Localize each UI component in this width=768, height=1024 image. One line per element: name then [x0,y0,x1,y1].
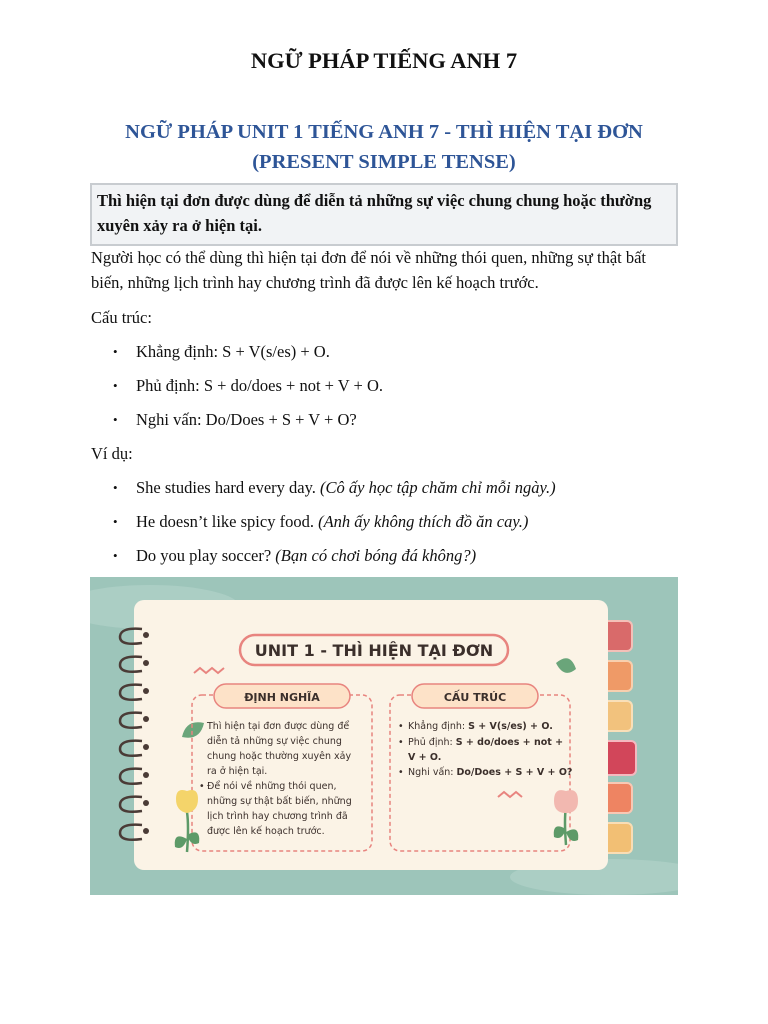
example-sentence: He doesn’t like spicy food. [136,512,314,531]
bullet-icon: • [199,781,205,792]
definition-line: Thì hiện tại đơn được dùng để [207,721,350,732]
structure-interrogative: Nghi vấn: Do/Does + S + V + O? [136,410,357,429]
list-item [113,339,673,373]
bullet-icon: • [398,767,404,778]
definition-box: Thì hiện tại đơn được dùng để diễn tả những sự việc chung chung hoặc thường xuyên xảy ra ở hiện tại. [90,183,678,246]
list-item [113,475,673,509]
structure-line: Phủ định: S + do/does + not + [408,737,564,748]
unit-heading-line-2: (PRESENT SIMPLE TENSE) [252,151,516,173]
structure-negative: Phủ định: S + do/does + not + V + O. [136,376,384,395]
definition-line: ra ở hiện tại. [207,766,268,777]
list-item [113,543,673,577]
structure-line: Nghi vấn: Do/Does + S + V + O? [408,767,573,778]
usage-paragraph: Người học có thể dùng thì hiện tại đơn để nói về những thói quen, những sự thật bất biến, những lịch trình hay chương trình đã được lên kế hoạch trước. [91,248,647,292]
bullet-icon: • [113,480,118,495]
definition-line: được lên kế hoạch trước. [207,826,325,837]
examples-label: Ví dụ: [91,444,133,463]
definition-tab: ĐỊNH NGHĨA [244,691,320,704]
bullet-icon: • [113,344,118,359]
bullet-icon: • [113,378,118,393]
example-translation: (Anh ấy không thích đồ ăn cay.) [318,512,529,531]
unit-heading [60,117,708,177]
structure-list [113,339,673,441]
example-sentence: Do you play soccer? [136,546,272,565]
list-item [113,407,673,441]
list-item [113,373,673,407]
structure-label: Cấu trúc: [91,308,152,327]
bullet-icon: • [398,737,404,748]
definition-line: những sự thật bất biến, những [207,796,352,807]
structure-affirmative: Khẳng định: S + V(s/es) + O. [136,342,330,361]
structure-line: Khẳng định: S + V(s/es) + O. [408,721,553,732]
example-translation: (Cô ấy học tập chăm chỉ mỗi ngày.) [320,478,556,497]
bullet-icon: • [113,514,118,529]
structure-line: V + O. [408,752,442,763]
definition-line: diễn tả những sự việc chung [207,736,342,747]
illustration-image [90,577,678,895]
definition-line: Để nói về những thói quen, [207,781,337,792]
illustration-title: UNIT 1 - THÌ HIỆN TẠI ĐƠN [254,641,494,660]
bullet-icon: • [398,721,404,732]
list-item [113,509,673,543]
bullet-icon: • [113,548,118,563]
definition-line: chung hoặc thường xuyên xảy [207,751,352,762]
bullet-icon: • [113,412,118,427]
document-title: NGỮ PHÁP TIẾNG ANH 7 [250,48,518,73]
unit-heading-line-1: NGỮ PHÁP UNIT 1 TIẾNG ANH 7 - THÌ HIỆN TẠI ĐƠN [125,121,643,143]
example-translation: (Bạn có chơi bóng đá không?) [275,546,477,565]
examples-list [113,475,673,577]
structure-tab: CẤU TRÚC [443,691,507,704]
definition-line: lịch trình hay chương trình đã [207,811,348,822]
example-sentence: She studies hard every day. [136,478,316,497]
